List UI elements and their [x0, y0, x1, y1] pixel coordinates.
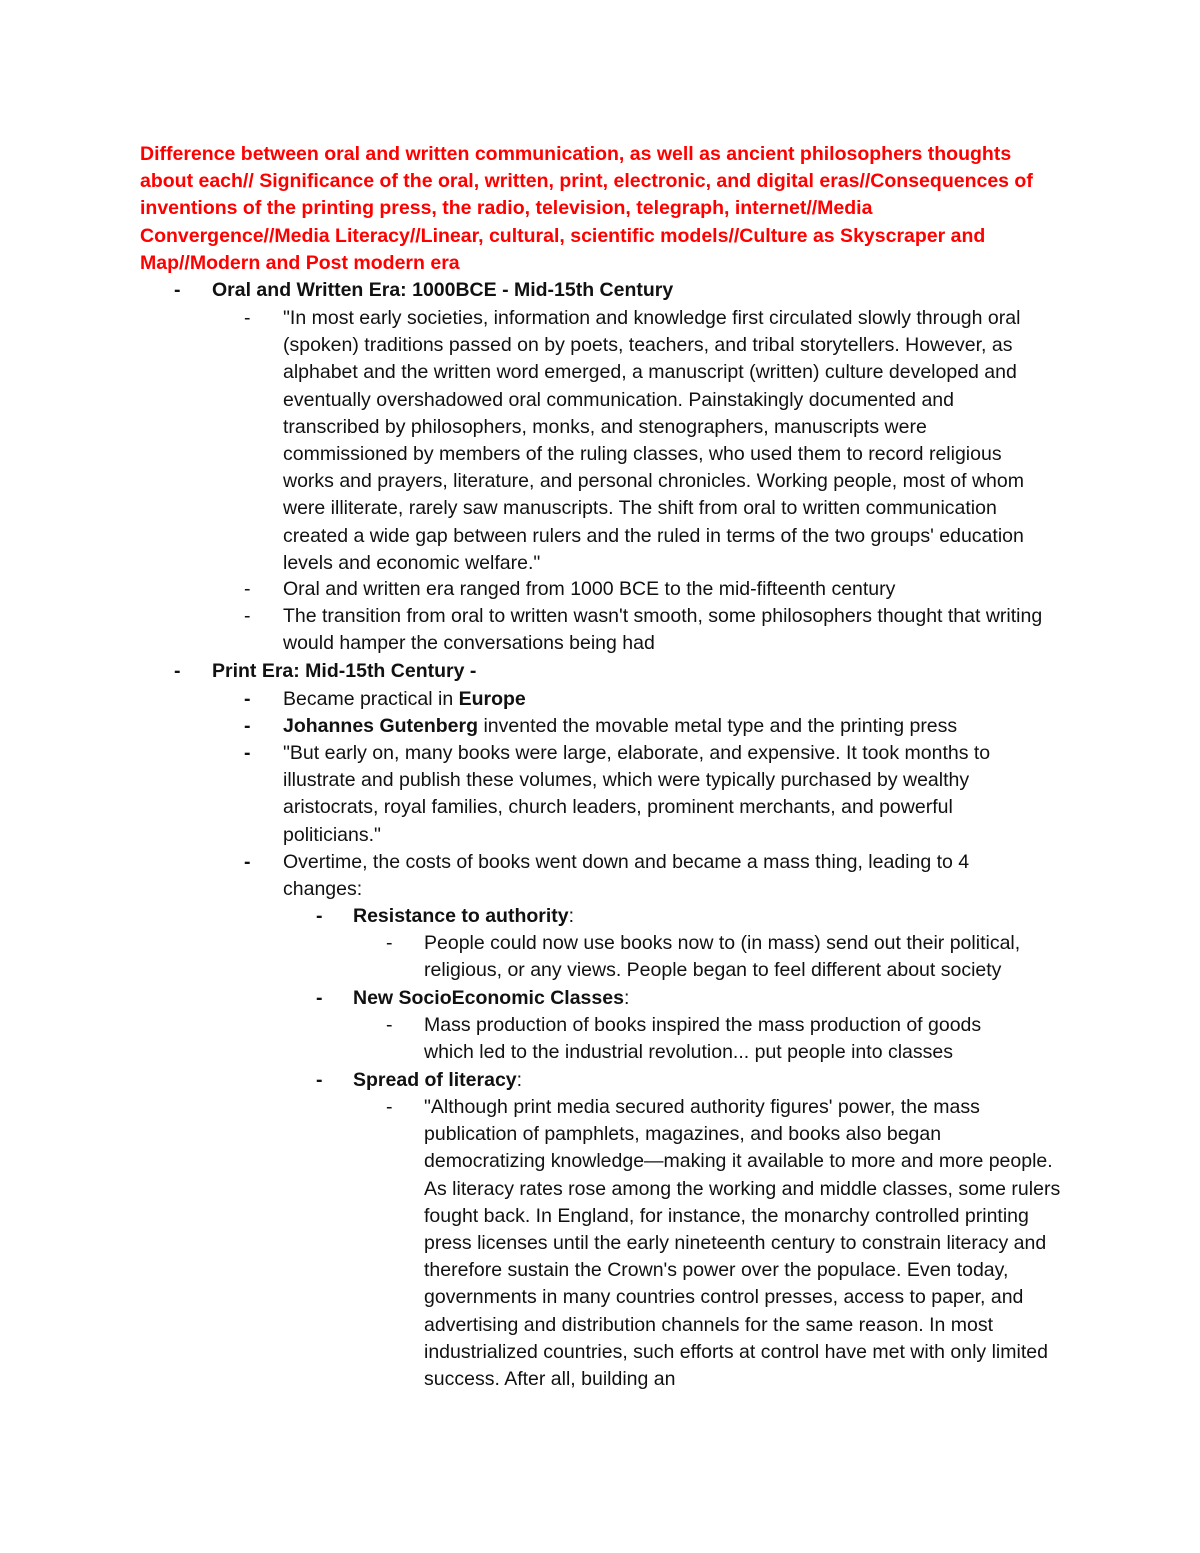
- colon: :: [623, 987, 630, 1009]
- bullet-marker: -: [244, 605, 251, 627]
- bullet-marker: -: [316, 905, 323, 927]
- gutenberg-detail: invented the movable metal type and the printing press: [478, 715, 958, 737]
- print-era-changes-text: Overtime, the costs of books went down and became a mass thing, leading to 4 changes:: [283, 851, 970, 901]
- bullet-marker: -: [316, 987, 323, 1009]
- oral-era-range-text: Oral and written era ranged from 1000 BCE to the mid-fifteenth century: [283, 578, 896, 600]
- change-detail: Mass production of books inspired the mass production of goods which led to the industrial revolution... put people into classes: [424, 1014, 982, 1064]
- change-title: Spread of literacy: [353, 1069, 517, 1091]
- gutenberg-name: Johannes Gutenberg: [283, 715, 479, 737]
- bullet-marker: -: [244, 578, 251, 600]
- bullet-marker: -: [386, 932, 393, 954]
- change-detail: People could now use books now to (in mass) send out their political, religious, or any views. People began to feel different about society: [424, 932, 1021, 982]
- change-title: New SocioEconomic Classes: [353, 987, 624, 1009]
- change-title: Resistance to authority: [353, 905, 569, 927]
- colon: :: [568, 905, 575, 927]
- europe-prefix: Became practical in: [283, 688, 459, 710]
- bullet-marker: -: [386, 1014, 393, 1036]
- colon: :: [516, 1069, 523, 1091]
- oral-era-transition-text: The transition from oral to written wasn't smooth, some philosophers thought that writing would hamper the conversations being had: [283, 605, 1043, 655]
- oral-era-quote-text: "In most early societies, information and knowledge first circulated slowly through oral (spoken) traditions passed on by poets, teachers, and tribal storytellers. However, as alphabet and the written word emerged, a manuscript (written) culture developed and eventually overshadowed oral communication. Painstakingly documented and transcribed by philosophers, monks, and stenographers, manuscripts were commissioned by members of the ruling classes, who used them to record religious works and prayers, literature, and personal chronicles. Working people, most of whom were illiterate, rarely saw manuscripts. The shift from oral to written communication created a wide gap between rulers and the ruled in terms of the two groups' education levels and economic welfare.": [283, 307, 1024, 574]
- bullet-marker: -: [386, 1096, 393, 1118]
- oral-era-title: Oral and Written Era: 1000BCE - Mid-15th Century: [212, 279, 674, 301]
- bullet-marker: -: [244, 851, 251, 873]
- change-detail: "Although print media secured authority figures' power, the mass publication of pamphlets, magazines, and books also began democratizing knowledge—making it available to more and more people. As literacy rates rose among the working and middle classes, some rulers fought back. In England, for instance, the monarchy controlled printing press licenses until the early nineteenth century to constrain literacy and therefore sustain the Crown's power over the populace. Even today, governments in many countries control presses, access to paper, and advertising and distribution channels for the same reason. In most industrialized countries, such efforts at control have met with only limited success. After all, building an: [424, 1096, 1061, 1391]
- europe-label: Europe: [458, 688, 526, 710]
- bullet-marker: -: [316, 1069, 323, 1091]
- topics-heading: Difference between oral and written communication, as well as ancient philosophers thoughts about each// Significance of the oral, written, print, electronic, and digital eras//Consequences of inventions of the printing press, the radio, television, telegraph, internet//Media Convergence//Media Literacy//Linear, cultural, scientific models//Culture as Skyscraper and Map//Modern and Post modern era: [140, 143, 1033, 274]
- print-era-quote-text: "But early on, many books were large, elaborate, and expensive. It took months to illustrate and publish these volumes, which were typically purchased by wealthy aristocrats, royal families, church leaders, prominent merchants, and powerful politicians.": [283, 742, 991, 846]
- print-era-title: Print Era: Mid-15th Century -: [212, 660, 477, 682]
- bullet-marker: -: [174, 660, 181, 682]
- bullet-marker: -: [244, 307, 251, 329]
- bullet-marker: -: [244, 742, 251, 764]
- bullet-marker: -: [174, 279, 181, 301]
- bullet-marker: -: [244, 715, 251, 737]
- bullet-marker: -: [244, 688, 251, 710]
